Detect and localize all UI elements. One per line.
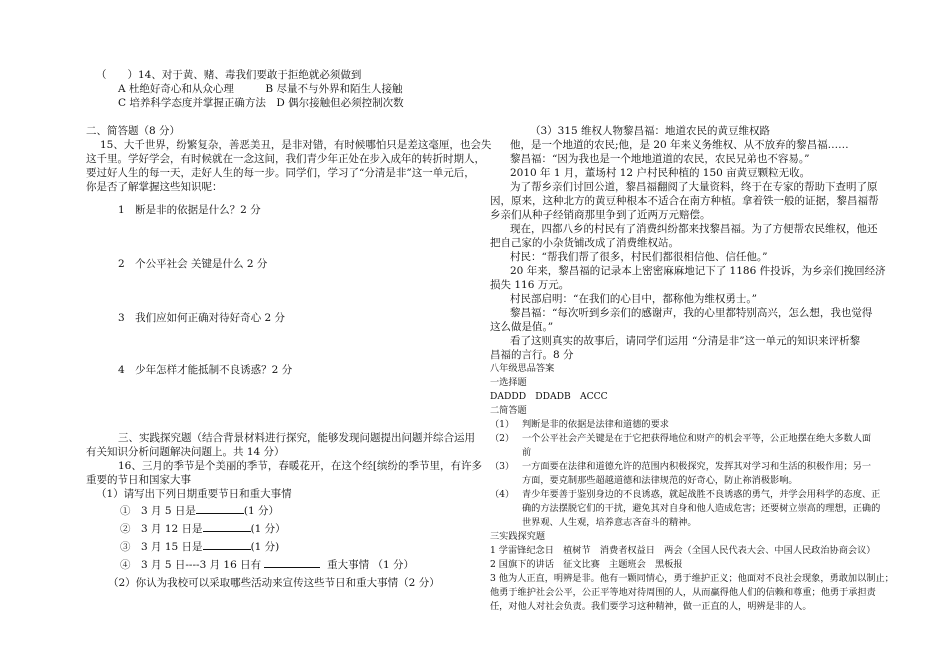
q15-item: 4 少年怎样才能抵制不良诱惑？2 分 (118, 364, 293, 376)
answer-blank[interactable] (196, 502, 244, 514)
story-line: 村民：“帮我们帮了很多，村民们都很相信他、信任他。” (510, 251, 768, 263)
q15-item: 2 个公平社会 关键是什么 2 分 (118, 258, 268, 270)
answer-line: 世界观、人生观，培养意志吝奋斗的精神。 (522, 517, 697, 528)
date-item-3: ③ 3 月 15 日是 (1 分) (120, 538, 279, 554)
answer-blank[interactable] (203, 520, 251, 532)
answer-line: 一方面要在法律和道德允许的范围内积极探究，发挥其对学习和生活的积极作用；另一 (522, 461, 872, 472)
story-line: 这么做是值。” (490, 321, 554, 333)
answer-practice-3: 他勇于维护社会公平，公正平等地对待周围的人，从而赢得他人们的信赖和尊重；他勇于承担责 (490, 587, 876, 598)
answer-practice-1: 1 学雷锋纪念日 植树节 消费者权益日 两会（全国人民代表大会、中国人民政治协商会议） (490, 545, 876, 556)
answer-num: （4） (490, 489, 515, 500)
answers-section-2: 二简答题 (490, 405, 527, 416)
q16-part2: （2）你认为我校可以采取哪些活动来宣传这些节日和重大事情（2 分） (108, 577, 440, 589)
answer-num: （2） (490, 433, 515, 444)
q15-item: 3 我们应如何正确对待好奇心 2 分 (118, 312, 286, 324)
answers-section-3: 三实践探究题 (490, 531, 546, 542)
story-line: 2010 年 1 月，董场村 12 户村民种植的 150 亩黄豆颗粒无收。 (510, 167, 811, 179)
answer-num: （1） (490, 419, 515, 430)
story-line: 乡亲们从种子经销商那里争到了近两万元赔偿。 (490, 209, 711, 221)
story-line: 黎昌福：“因为我也是一个地地道道的农民，农民兄弟也不容易。” (510, 153, 810, 165)
section-3-line: 有关知识分析问题解决问题上。共 14 分） (86, 446, 285, 458)
answer-practice-2: 2 国旗下的讲话 征文比赛 主题班会 黑板报 (490, 559, 683, 570)
story-line: 现在，四都八乡的村民有了消费纠纷都来找黎昌福。为了方便帮农民维权，他还 (510, 223, 878, 235)
story-line: 村民部启明：“在我们的心目中，都称他为维权勇士。” (510, 293, 757, 305)
date-item-4: ④ 3 月 5 日----3 月 16 日有 重大事情 （1 分） (120, 556, 414, 572)
story-line: 他，是一个地道的农民;他，是 20 年来义务维权、从不放弃的黎昌福…… (510, 139, 849, 151)
q15-line: 你是否了解掌握这些知识呢： (86, 181, 223, 193)
answer-blank[interactable] (203, 538, 251, 550)
answer-line: 一个公平社会产关键是在于它把获得地位和财产的机会平等，公正地摆在绝大多数人面 (522, 433, 872, 444)
section-3-line: 重要的节日和国家大事 (86, 474, 191, 486)
date-item-1: ① 3 月 5 日是 (1 分） (120, 502, 279, 518)
q14-options-ab: A 杜绝好奇心和从众心理 B 尽量不与外界和陌生人接触 (118, 83, 403, 95)
story-line: 为了帮乡亲们讨回公道，黎昌福翻阅了大量资料，终于在专家的帮助下查明了原 (510, 181, 878, 193)
story-line: 20 年来，黎昌福的记录本上密密麻麻地记下了 1186 件投诉，为乡亲们挽回经济 (510, 265, 886, 277)
story-title: （3）315 维权人物黎昌福：地道农民的黄豆维权路 (530, 125, 771, 137)
answers-title: 八年级思品答案 (490, 363, 555, 374)
q15-item: 1 断是非的依据是什么？2 分 (118, 204, 261, 216)
q15-line: 这千里。学好学会，有时候就在一念这间，我们青少年正处在步入成年的转折时期人， (86, 153, 485, 165)
q14-stem: （ ）14、对于黄、赌、毒我们要敢于拒绝就必须做到 (96, 69, 362, 81)
q15-line: 15、大千世界，纷繁复杂，善恶美丑，是非对错，有时候哪怕只是差这毫厘，也会失 (100, 139, 492, 151)
answer-blank[interactable] (264, 556, 320, 568)
answer-num: （3） (490, 461, 515, 472)
q15-line: 要过好人生的每一天，走好人生的每一步。同学们，学习了“分清是非”这一单元后， (86, 167, 475, 179)
answers-choices: DADDD DDADB ACCC (490, 391, 608, 402)
answer-line: 方面，要克制那些超越道德和法律规范的好奇心，防止祢消极影响。 (522, 475, 798, 486)
answers-section-1: 一选择题 (490, 377, 527, 388)
q16-part1: （1）请写出下列日期重要节日和重大事情 (96, 488, 292, 500)
story-line: 损失 116 万元。 (490, 279, 570, 291)
q14-options-cd: C 培养科学态度并掌握正确方法 D 偶尔接触但必须控制次数 (118, 97, 404, 109)
story-line: 黎昌福：“每次听到乡亲们的感谢声，我的心里都特别高兴，怎么想，我也觉得 (510, 307, 873, 319)
answer-line: 判断是非的依据是法律和道德的要求 (522, 419, 669, 430)
answer-practice-3: 任，对他人对社会负责。我们要学习这种精神，做一正直的人，明辨是非的人。 (490, 601, 812, 612)
story-line: 因，原来，这种北方的黄豆种根本不适合在南方种植。拿着铁一般的证据，黎昌福帮 (490, 195, 879, 207)
answer-line: 前 (522, 447, 532, 458)
section-3-line: 16、三月的季节是个美丽的季节，春暖花开，在这个经[缤纷的季节里，有许多 (118, 460, 482, 472)
section-2-title: 二、简答题（8 分） (86, 125, 181, 137)
answer-practice-3: 3 他为人正直，明辨是非。他有一颗同情心，勇于维护正义；他面对不良社会现象，勇敢加以制止； (490, 573, 894, 584)
story-line: 看了这则真实的故事后，请同学们运用 “分清是非”这一单元的知识来评析黎 (510, 335, 861, 347)
answer-line: 青少年要善于鉴别身边的不良诱惑，就起战胜不良诱惑的勇气，并学会用科学的态度、正 (522, 489, 881, 500)
section-3-line: 三、实践探究题（结合背景材料进行探究，能够发现问题提出问题并综合运用 (118, 432, 475, 444)
date-item-2: ② 3 月 12 日是 (1 分） (120, 520, 286, 536)
story-line: 昌福的言行。8 分 (490, 349, 574, 361)
answer-line: 确的方法摆脱它们的干扰，避免其对自身和他人造成危害；还要树立崇高的理想，正确的 (522, 503, 881, 514)
story-line: 把自己家的小杂货铺改成了消费维权站。 (490, 237, 679, 249)
